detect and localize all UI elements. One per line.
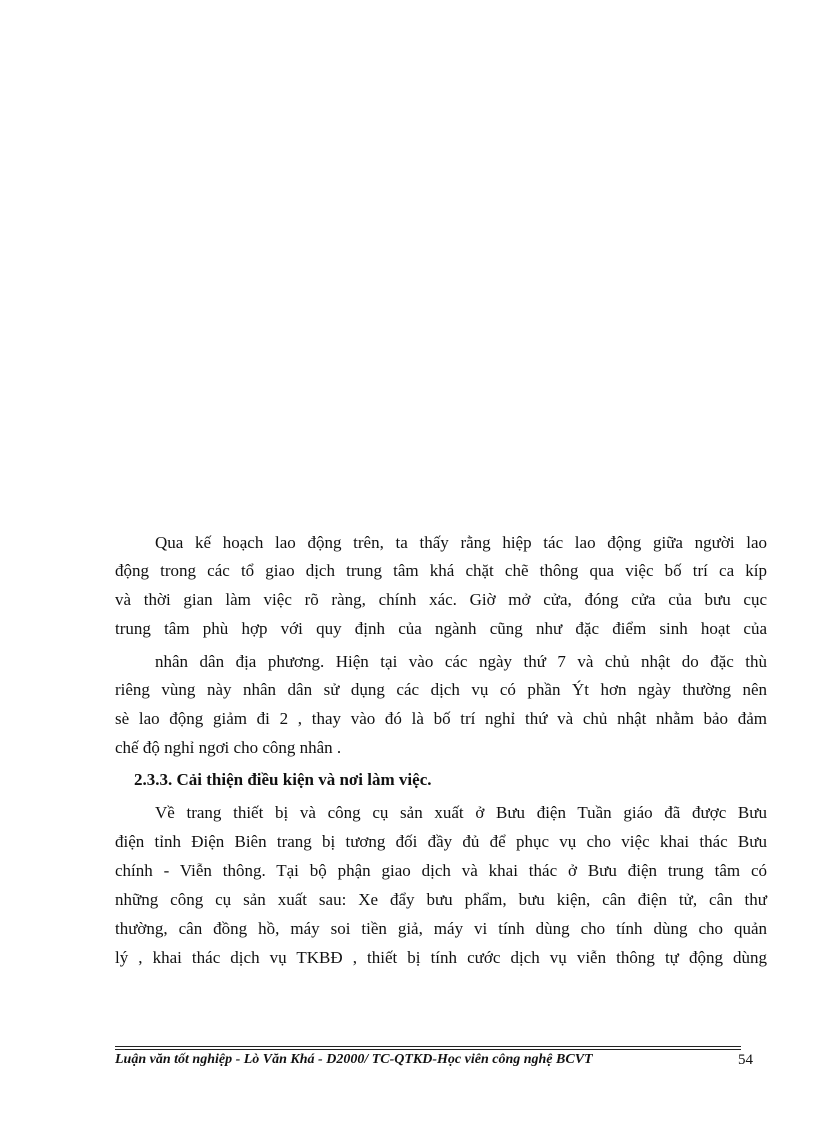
paragraph-1-line-7: sè lao động giảm đi 2 , thay vào đó là bố trí nghỉ thứ và chủ nhật nhằm bảo đảm <box>115 709 767 728</box>
paragraph-2-line-4: những công cụ sản xuất sau: Xe đẩy bưu phẩm, bưu kiện, cân điện tử, cân thư <box>115 890 767 909</box>
paragraph-2-line-3: chính - Viễn thông. Tại bộ phận giao dịch và khai thác ở Bưu điện trung tâm có <box>115 861 767 880</box>
paragraph-2-line-6: lý , khai thác dịch vụ TKBĐ , thiết bị tính cước dịch vụ viễn thông tự động dùng <box>115 948 767 967</box>
paragraph-1-line-8: chế độ nghỉ ngơi cho công nhân . <box>115 738 342 757</box>
page-number: 54 <box>738 1052 753 1068</box>
paragraph-2-line-5: thường, cân đồng hồ, máy soi tiền giả, máy vi tính dùng cho tính dùng cho quản <box>115 919 767 938</box>
footer-text: Luận văn tốt nghiệp - Lò Văn Khá - D2000/ TC-QTKD-Học viên công nghệ BCVT <box>115 1052 593 1067</box>
footer-rule-bottom <box>115 1049 741 1050</box>
footer-rule-top <box>115 1046 741 1047</box>
paragraph-1-line-6: riêng vùng này nhân dân sử dụng các dịch vụ có phần Ýt hơn ngày thường nên <box>115 680 767 699</box>
section-heading: 2.3.3. Cải thiện điều kiện và nơi làm việc. <box>134 770 432 789</box>
paragraph-1-line-1: Qua kế hoạch lao động trên, ta thấy rằng hiệp tác lao động giữa người lao <box>155 533 767 552</box>
paragraph-1-line-5: nhân dân địa phương. Hiện tại vào các ngày thứ 7 và chủ nhật do đặc thù <box>155 652 767 671</box>
paragraph-1-line-3: và thời gian làm việc rõ ràng, chính xác. Giờ mở cửa, đóng cửa của bưu cục <box>115 590 767 609</box>
paragraph-1-line-4: trung tâm phù hợp với quy định của ngành cũng như đặc điểm sinh hoạt của <box>115 619 767 638</box>
paragraph-2-line-1: Về trang thiết bị và công cụ sản xuất ở Bưu điện Tuần giáo đã được Bưu <box>155 803 767 822</box>
paragraph-2-line-2: điện tỉnh Điện Biên trang bị tương đối đầy đủ để phục vụ cho việc khai thác Bưu <box>115 832 767 851</box>
paragraph-1-line-2: động trong các tổ giao dịch trung tâm khá chặt chẽ thông qua việc bố trí ca kíp <box>115 561 767 580</box>
